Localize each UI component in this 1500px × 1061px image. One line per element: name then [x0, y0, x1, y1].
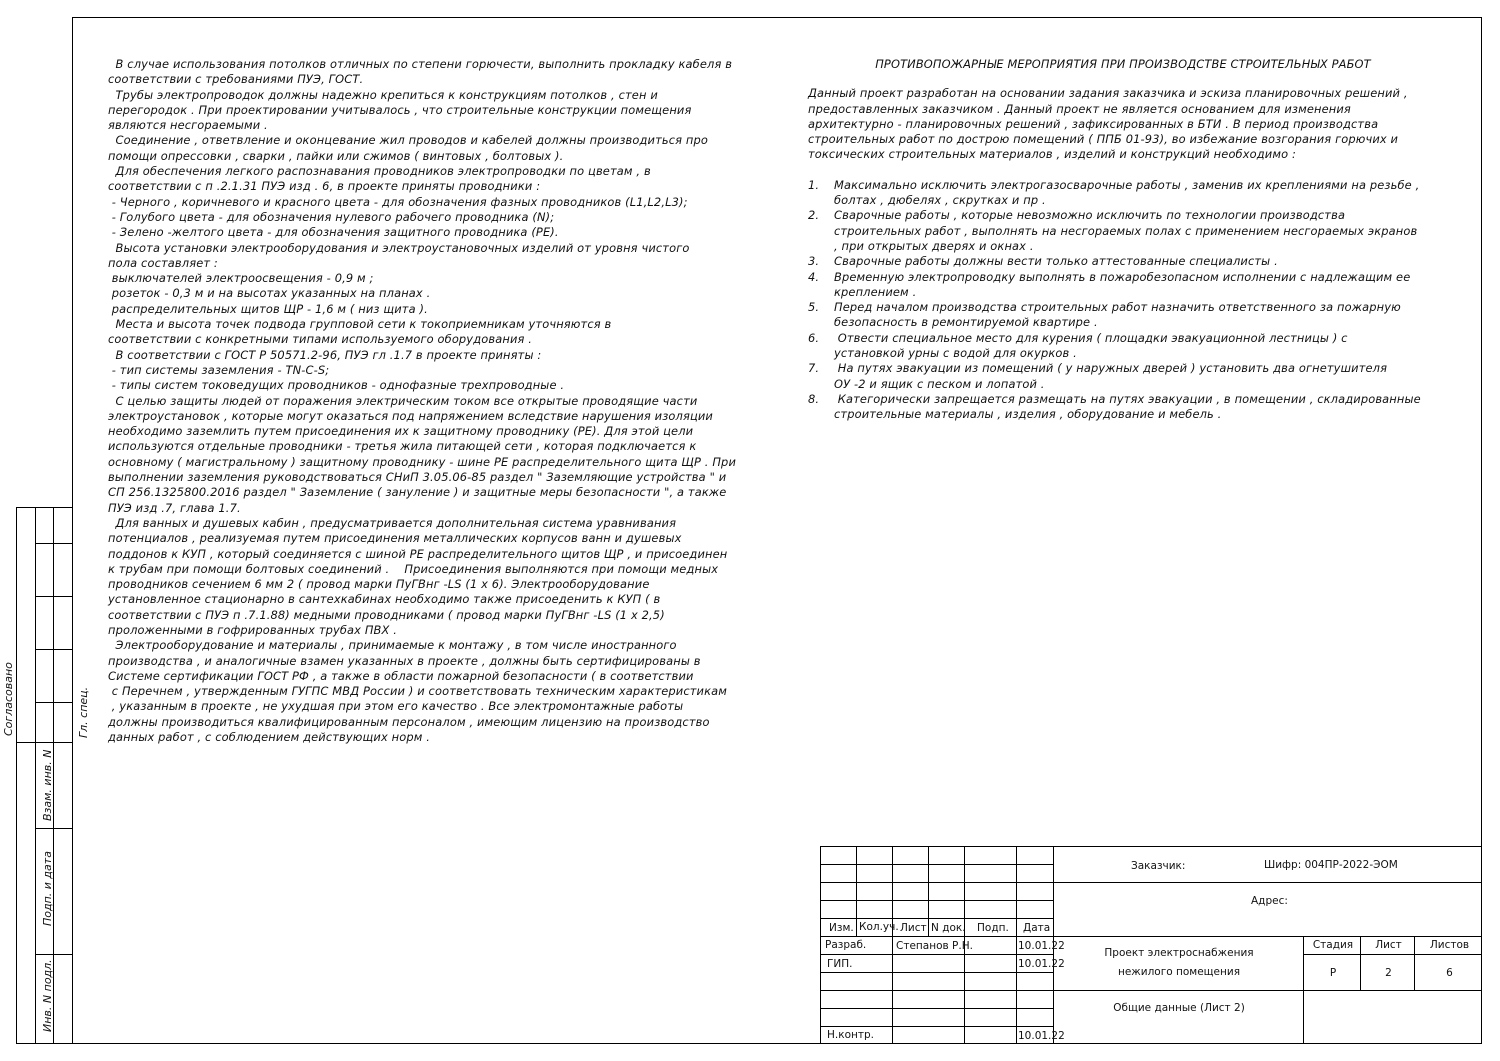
agreed-label: Согласовано [2, 662, 15, 736]
fire-safety-item [808, 208, 1458, 254]
notes-line: - тип системы заземления - TN-C-S; [108, 362, 330, 377]
general-notes-text [108, 57, 758, 745]
intro-line: архитектурно - планировочных решений , зафиксированных в БТИ . В период производства [808, 116, 1379, 131]
item-number: 2. [808, 208, 820, 223]
notes-line: - типы систем токоведущих проводников - однофазные трехпроводные . [108, 378, 565, 393]
item-number: 5. [808, 300, 820, 315]
notes-line: Места и высота точек подвода групповой сети к токоприемникам уточняются в [108, 317, 612, 332]
header-izm: Изм. [829, 922, 854, 934]
item-line: Категорически запрещается размещать на путях эвакуации , в помещении , складированные [834, 391, 1421, 406]
name-razrab: Степанов Р.Н. [896, 940, 973, 952]
strip-row-line [35, 543, 72, 544]
item-number: 6. [808, 330, 820, 345]
sheet-label: Лист [1375, 939, 1402, 951]
fire-safety-item [808, 254, 1458, 269]
intro-line: предоставленных заказчиком . Данный проект не является основанием для изменения [808, 101, 1351, 116]
item-line: , при открытых дверях и окнах . [834, 238, 1034, 253]
notes-line: , указанным в проекте , не ухудшая при этом его качество . Все электромонтажные работы [108, 699, 684, 714]
intro-line: строительных работ по дострою помещений ( ППБ 01-93), во избежание возгорания горючих и [808, 132, 1399, 147]
item-line: ОУ -2 и ящик с песком и лопатой . [834, 376, 1045, 391]
notes-line: электроустановок , которые могут оказаться под напряжением вследствие нарушения изоляции [108, 408, 713, 423]
item-line: Сварочные работы , которые невозможно исключить по технологии производства [834, 208, 1346, 223]
strip-row-line [35, 596, 72, 597]
strip-row-line [17, 742, 72, 743]
fire-safety-item [808, 300, 1458, 331]
notes-line: с Перечнем , утвержденным ГУГПС МВД России ) и соответствовать техническим характеристикам [108, 684, 727, 699]
notes-line: проложенными в гофрированных трубах ПВХ . [108, 622, 398, 637]
role-razrab: Разраб. [825, 939, 867, 951]
notes-line: Соединение , ответвление и оконцевание жил проводов и кабелей должны производиться про [108, 133, 709, 148]
sheet-title: Общие данные (Лист 2) [1113, 1002, 1245, 1014]
header-podp: Подп. [977, 922, 1009, 934]
notes-line: установленное стационарно в сантехкабинах необходимо также присоеденить к КУП ( в [108, 592, 661, 607]
sheet-value: 2 [1385, 967, 1392, 979]
intro-line: токсических строительных материалов , изделий и конструкций необходимо : [808, 147, 1296, 162]
notes-line: - Голубого цвета - для обозначения нулевого рабочего проводника (N); [108, 209, 555, 224]
item-line: Перед началом производства строительных работ назначить ответственного за пожарную [834, 300, 1401, 315]
notes-line: производства , и аналогичные взамен указанных в проекте , должны быть сертифицированы в [108, 653, 701, 668]
inv-orig-label: Инв. N подл. [41, 959, 54, 1032]
fire-safety-item [808, 361, 1458, 392]
fire-safety-intro [808, 86, 1458, 162]
item-number: 4. [808, 269, 820, 284]
notes-line: к трубам при помощи болтовых соединений . Присоединения выполняются при помощи медных [108, 561, 719, 576]
fire-safety-item [808, 331, 1458, 362]
item-line: болтах , дюбелях , скрутках и пр . [834, 193, 1046, 208]
item-line: безопасность в ремонтируемой квартире . [834, 315, 1098, 330]
address-label: Адрес: [1251, 895, 1288, 907]
notes-line: должны производиться квалифицированным персоналом , имеющим лицензию на производство [108, 714, 710, 729]
item-line: креплением . [834, 284, 917, 299]
header-list: Лист [900, 922, 927, 934]
item-number: 3. [808, 254, 820, 269]
title-block [820, 846, 1482, 1044]
item-line: Сварочные работы должны вести только аттестованные специалисты . [834, 254, 1278, 269]
intro-line: Данный проект разработан на основании задания заказчика и эскиза планировочных решений , [808, 86, 1408, 101]
strip-row-line [35, 702, 72, 703]
notes-line: проводников сечением 6 мм 2 ( провод марки ПуГВнг -LS (1 х 6). Электрооборудование [108, 577, 650, 592]
stage-label: Стадия [1312, 939, 1354, 951]
notes-line: помощи опрессовки , сварки , пайки или сжимов ( винтовых , болтовых ). [108, 148, 564, 163]
sheets-value: 6 [1446, 967, 1453, 979]
notes-line: соответствии с конкретными типами используемого оборудования . [108, 332, 533, 347]
notes-line: выключателей электроосвещения - 0,9 м ; [108, 271, 374, 286]
notes-line: - Черного , коричневого и красного цвета - для обозначения фазных проводников (L1,L2,L3); [108, 194, 688, 209]
item-line: На путях эвакуации из помещений ( у наружных дверей ) установить два огнетушителя [834, 361, 1388, 376]
customer-label: Заказчик: [1131, 860, 1186, 872]
project-title-line-2: нежилого помещения [1117, 966, 1241, 978]
notes-line: Для обеспечения легкого распознавания проводников электропроводки по цветам , в [108, 164, 651, 179]
notes-line: соответствии с п .2.1.31 ПУЭ изд . 6, в проекте приняты проводники : [108, 179, 541, 194]
notes-line: С целью защиты людей от поражения электрическим током все открытые проводящие части [108, 393, 698, 408]
approval-strip [16, 507, 90, 1044]
notes-line: Системе сертификации ГОСТ РФ , а также в области пожарной безопасности ( в соответствии [108, 668, 694, 683]
notes-line: необходимо заземлить путем присоединения их к защитному проводнику (PE). Для этой цели [108, 424, 694, 439]
notes-line: - Зелено -желтого цвета - для обозначения защитного проводника (PE). [108, 225, 559, 240]
cipher: Шифр: 004ПР-2022-ЭОМ [1264, 859, 1398, 871]
notes-line: соответствии с ПУЭ п .7.1.88) медными проводниками ( провод марки ПуГВнг -LS (1 х 2,5) [108, 607, 665, 622]
notes-line: основному ( магистральному ) защитному проводнику - шине PE распределительного щита ЩР . При [108, 454, 736, 469]
notes-line: потенциалов , реализуемая путем присоединения металлических корпусов ванн и душевых [108, 531, 682, 546]
item-number: 8. [808, 391, 820, 406]
notes-line: выполнении заземления руководствоваться СНиП 3.05.06-85 раздел " Заземляющие устройства " и [108, 470, 727, 485]
strip-row-line [35, 954, 72, 955]
notes-line: пола составляет : [108, 255, 218, 270]
fire-safety-item [808, 392, 1458, 423]
notes-line: Для ванных и душевых кабин , предусматривается дополнительная система уравнивания [108, 515, 677, 530]
stage-value: Р [1329, 967, 1337, 979]
item-line: строительные материалы , изделия , оборудование и мебель . [834, 407, 1222, 422]
date-nkontr: 10.01.22 [1018, 1030, 1065, 1042]
strip-row-line [35, 649, 72, 650]
fire-safety-heading: ПРОТИВОПОЖАРНЫЕ МЕРОПРИЯТИЯ ПРИ ПРОИЗВОДСТВЕ СТРОИТЕЛЬНЫХ РАБОТ [875, 57, 1371, 71]
fire-safety-list [808, 178, 1458, 423]
item-line: Временную электропроводку выполнять в пожаробезопасном исполнении с надлежащим ее [834, 269, 1411, 284]
notes-line: ПУЭ изд .7, глава 1.7. [108, 500, 241, 515]
fire-safety-item [808, 270, 1458, 301]
header-ndok: N док. [931, 922, 966, 934]
notes-line: являются несгораемыми . [108, 118, 268, 133]
notes-line: В случае использования потолков отличных по степени горючести, выполнить прокладку кабеля в [108, 57, 733, 71]
role-nkontr: Н.контр. [827, 1029, 874, 1041]
item-number: 1. [808, 177, 820, 192]
notes-line: СП 256.1325800.2016 раздел " Заземление ( зануление ) и защитные меры безопасности ", а также [108, 485, 727, 500]
notes-line: розеток - 0,3 м и на высотах указанных на планах . [108, 286, 431, 301]
notes-line: Высота установки электрооборудования и электроустановочных изделий от уровня чистого [108, 240, 690, 255]
item-line: установкой урны с водой для окурков . [834, 346, 1077, 361]
notes-line: распределительных щитов ЩР - 1,6 м ( низ щита ). [108, 301, 428, 316]
notes-line: В соответствии с ГОСТ Р 50571.2-96, ПУЭ гл .1.7 в проекте приняты : [108, 347, 542, 362]
notes-line: данных работ , с соблюдением действующих норм . [108, 730, 431, 745]
chief-spec-label: Гл. спец. [77, 686, 90, 738]
notes-line: поддонов к КУП , который соединяется с шиной PE распределительного щитов ЩР , и присоединен [108, 546, 728, 561]
strip-row-line [35, 828, 72, 829]
notes-line: перегородок . При проектировании учитывалось , что строительные конструкции помещения [108, 102, 692, 117]
notes-line: Электрооборудование и материалы , принимаемые к монтажу , в том числе иностранного [108, 638, 677, 653]
item-number: 7. [808, 361, 820, 376]
project-title-line-1: Проект электроснабжения [1104, 947, 1254, 959]
header-kol: Кол.уч. [859, 921, 899, 933]
sign-date-label: Подп. и дата [41, 851, 54, 926]
notes-line: соответствии с требованиями ПУЭ, ГОСТ. [108, 72, 364, 87]
notes-line: Трубы электропроводок должны надежно крепиться к конструкциям потолков , стен и [108, 87, 658, 102]
role-gip: ГИП. [827, 958, 853, 970]
strip-divider [35, 508, 36, 1043]
item-line: Отвести специальное место для курения ( площадки эвакуационной лестницы ) с [834, 330, 1348, 345]
sheets-label: Листов [1429, 939, 1470, 951]
fire-safety-section [808, 57, 1458, 423]
header-data: Дата [1023, 922, 1051, 934]
date-razrab: 10.01.22 [1018, 940, 1065, 952]
date-gip: 10.01.22 [1018, 958, 1065, 970]
item-line: Максимально исключить электрогазосварочные работы , заменив их креплениями на резьбе , [834, 177, 1420, 192]
replace-inv-label: Взам. инв. N [41, 749, 54, 821]
item-line: строительных работ , выполнять на несгораемых полах с применением несгораемых экранов [834, 223, 1418, 238]
fire-safety-item [808, 178, 1458, 209]
notes-line: используются отдельные проводники - третья жила питающей сети , которая подключается к [108, 439, 697, 454]
